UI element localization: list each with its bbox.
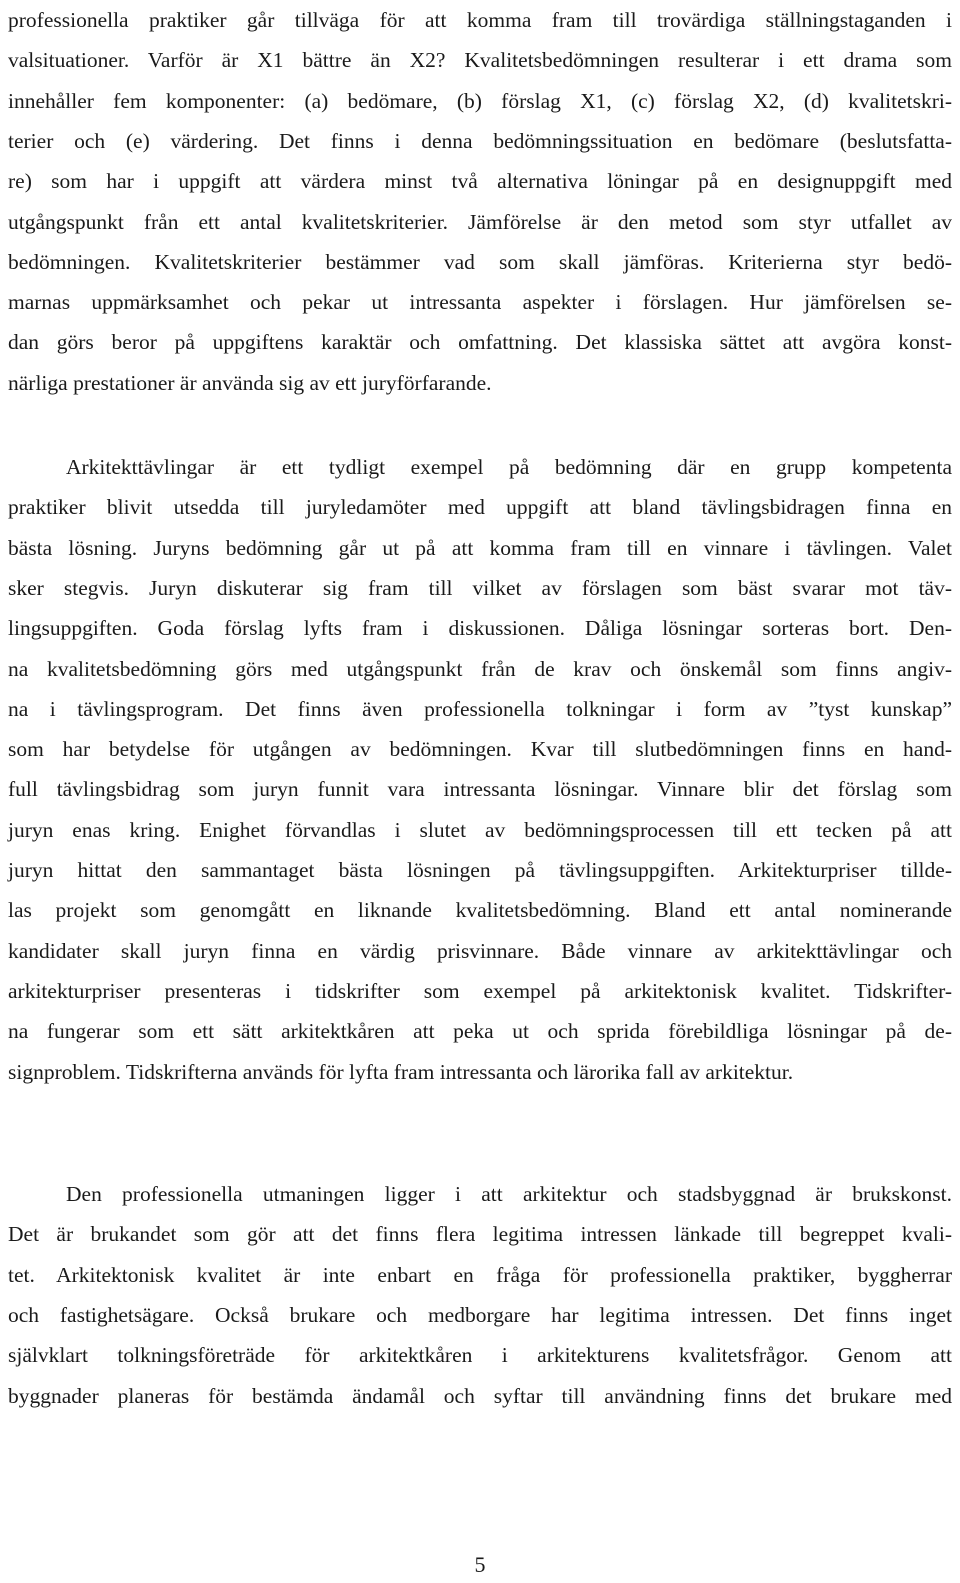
text-line: Arkitekttävlingar är ett tydligt exempel på bedömning där en grupp kompetenta xyxy=(66,455,952,479)
text-line: närliga prestationer är använda sig av ett juryförfarande. xyxy=(8,370,492,395)
text-line: na kvalitetsbedömning görs med utgångspunkt från de krav och önskemål som finns angiv- xyxy=(8,656,952,681)
text-line: självklart tolkningsföreträde för arkitektkåren i arkitekturens kvalitetsfrågor. Genom att xyxy=(8,1343,952,1368)
text-line: utgångspunkt från ett antal kvalitetskriterier. Jämförelse är den metod som styr utfallet av xyxy=(8,209,952,234)
text-line: kandidater skall juryn finna en värdig prisvinnare. Både vinnare av arkitekttävlingar och xyxy=(8,938,952,963)
text-line: juryn hittat den sammantaget bästa lösningen på tävlingsuppgiften. Arkitekturpriser tillde- xyxy=(8,858,952,882)
text-line: innehåller fem komponenter: (a) bedömare, (b) förslag X1, (c) förslag X2, (d) kvalitetskri- xyxy=(8,88,952,113)
text-line: Det är brukandet som gör att det finns flera legitima intressen länkade till begreppet kvali- xyxy=(8,1222,952,1247)
text-line: las projekt som genomgått en liknande kvalitetsbedömning. Bland ett antal nominerande xyxy=(8,898,952,923)
text-line: som har betydelse för utgången av bedömningen. Kvar till slutbedömningen finns en hand- xyxy=(8,737,952,762)
text-line: signproblem. Tidskrifterna används för lyfta fram intressanta och lärorika fall av arkitektur. xyxy=(8,1059,794,1084)
text-line: och fastighetsägare. Också brukare och medborgare har legitima intressen. Det finns inget xyxy=(8,1302,952,1327)
text-line: re) som har i uppgift att värdera minst två alternativa löningar på en designuppgift med xyxy=(8,169,952,194)
text-line: dan görs beror på uppgiftens karaktär och omfattning. Det klassiska sättet att avgöra konst- xyxy=(8,330,952,355)
text-line: sker stegvis. Juryn diskuterar sig fram till vilket av förslagen som bäst svarar mot täv- xyxy=(8,575,952,600)
text-line: marnas uppmärksamhet och pekar ut intressanta aspekter i förslagen. Hur jämförelsen se- xyxy=(8,290,952,315)
page-number: 5 xyxy=(474,1552,486,1577)
text-line: juryn enas kring. Enighet förvandlas i slutet av bedömningsprocessen till ett tecken på att xyxy=(8,817,952,842)
text-line: arkitekturpriser presenteras i tidskrifter som exempel på arkitektonisk kvalitet. Tidskrifter- xyxy=(8,978,952,1003)
text-line: na fungerar som ett sätt arkitektkåren att peka ut och sprida förebildliga lösningar på de- xyxy=(8,1019,952,1044)
text-line: praktiker blivit utsedda till juryledamöter med uppgift att bland tävlingsbidragen finna en xyxy=(8,495,952,520)
text-line: valsituationer. Varför är X1 bättre än X2? Kvalitetsbedömningen resulterar i ett drama som xyxy=(8,48,952,73)
text-line: full tävlingsbidrag som juryn funnit vara intressanta lösningar. Vinnare blir det förslag som xyxy=(8,777,952,802)
text-line: lingsuppgiften. Goda förslag lyfts fram i diskussionen. Dåliga lösningar sorteras bort. Den- xyxy=(8,616,952,641)
text-line: professionella praktiker går tillväga för att komma fram till trovärdiga ställningstaganden i xyxy=(8,8,952,32)
text-line: terier och (e) värdering. Det finns i denna bedömningssituation en bedömare (beslutsfatta- xyxy=(8,128,952,153)
text-line: bedömningen. Kvalitetskriterier bestämmer vad som skall jämföras. Kriterierna styr bedö- xyxy=(8,249,952,274)
text-line: byggnader planeras för bestämda ändamål och syftar till användning finns det brukare med xyxy=(8,1383,952,1408)
text-line: tet. Arkitektonisk kvalitet är inte enbart en fråga för professionella praktiker, byggherrar xyxy=(8,1262,952,1287)
text-line: na i tävlingsprogram. Det finns även professionella tolkningar i form av ”tyst kunskap” xyxy=(8,696,952,721)
text-line: Den professionella utmaningen ligger i att arkitektur och stadsbyggnad är brukskonst. xyxy=(66,1182,952,1206)
text-line: bästa lösning. Juryns bedömning går ut på att komma fram till en vinnare i tävlingen. Valet xyxy=(8,535,952,560)
